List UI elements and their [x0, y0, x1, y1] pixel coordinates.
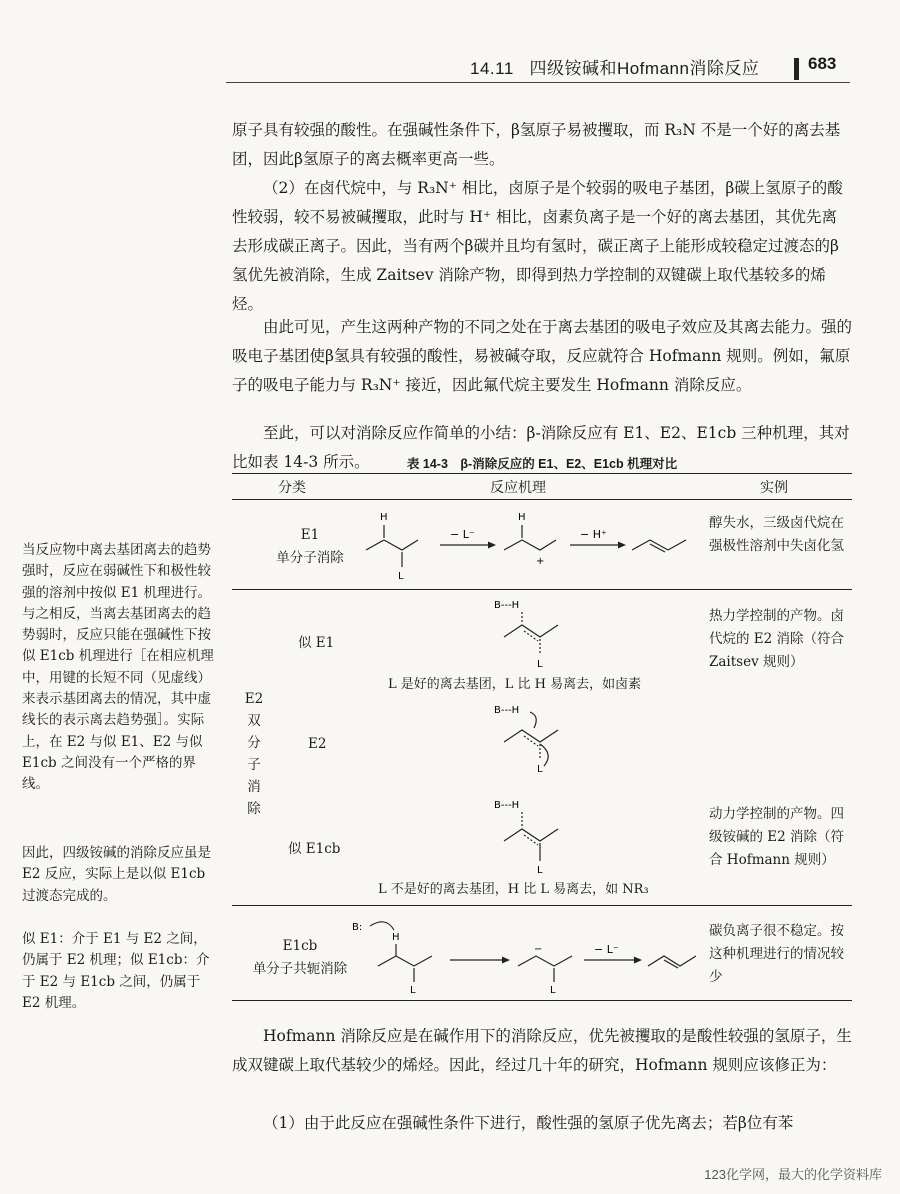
pseudo-e1-example: 热力学控制的产物。卤代烷的 E2 消除（符合 Zaitsev 规则） — [709, 608, 845, 670]
e1cb-l-atom: L — [410, 985, 416, 996]
e1cb-desc: 单分子共轭消除 — [252, 961, 348, 977]
e1cb-anion-l-atom: L — [550, 985, 556, 996]
running-header — [470, 54, 759, 79]
e1cb-arrow-2-head — [634, 957, 642, 964]
pseudo-e1cb-ts-structure — [504, 812, 558, 861]
e1-example: 醇失水，三级卤代烷在强极性溶剂中失卤化氢 — [709, 515, 844, 554]
pseudo-e1-ts-diagram — [480, 595, 600, 675]
e1cb-curved-arrow — [370, 922, 394, 930]
e1-carbocation-structure — [504, 525, 556, 550]
table-header-rule — [232, 499, 852, 500]
e1-h-atom: H — [380, 512, 388, 523]
e2-group-label: E2双分子消除 — [244, 691, 264, 817]
margin-note-2: 因此，四级铵碱的消除反应虽是 E2 反应，实际上是以似 E1cb 过渡态完成的。 — [22, 845, 211, 904]
paragraph-1: 原子具有较强的酸性。在强碱性条件下，β氢原子易被攫取，而 R₃N 不是一个好的离去基团，因此β氢原子的离去概率更高一些。 — [232, 121, 841, 168]
pseudo-e1-note: L 是好的离去基团，L 比 H 易离去，如卤素 — [388, 677, 642, 692]
e1-desc: 单分子消除 — [276, 550, 344, 566]
e1cb-name: E1cb — [282, 938, 318, 954]
e1cb-example: 碳负离子很不稳定。按这种机理进行的情况较少 — [709, 923, 844, 985]
e1cb-arrow-1-head — [502, 957, 510, 964]
margin-note-3: 似 E1：介于 E1 与 E2 之间，仍属于 E2 机理；似 E1cb：介于 E2 与 E1cb 之间，仍属于 E2 机理。 — [22, 931, 210, 1011]
table-caption: 表 14-3 β-消除反应的 E1、E2、E1cb 机理对比 — [406, 457, 678, 471]
section-title: 四级铵碱和Hofmann消除反应 — [529, 59, 760, 78]
e1cb-negative-charge: − — [534, 944, 543, 955]
e2-label: E2 — [308, 736, 327, 752]
e1-arrow-2-label: − H⁺ — [580, 528, 607, 541]
pseudo-e1-label: 似 E1 — [298, 635, 335, 651]
e1cb-base-label: B: — [352, 922, 363, 933]
e2-ts-diagram — [480, 700, 600, 780]
e1cb-alkene-product — [648, 956, 696, 968]
col-header-example: 实例 — [760, 480, 788, 496]
e1cb-arrow-2-label: − L⁻ — [594, 943, 619, 956]
pseudo-e1-ts-structure — [504, 612, 558, 655]
pseudo-e1cb-l-atom: L — [537, 865, 543, 876]
e1-arrow-1-head — [488, 542, 496, 549]
e1-substrate-structure — [366, 525, 418, 567]
e2-ts-structure — [504, 712, 558, 766]
margin-note-1: 当反应物中离去基团离去的趋势强时，反应在弱碱性下和极性较强的溶剂中按似 E1 机理进行。与之相反，当离去基团离去的趋势弱时，反应只能在强碱性下按似 E1cb 机理进行［在相应机理中，用键的长短不同（见虚线）来表示基团离去的情况，其中虚线长的表示离去趋势强］。实际上，在 E2 与似 E1、E2 与似 E1cb 之间没有一个严格的界线。 — [22, 542, 214, 793]
pseudo-e1cb-ts-diagram — [480, 795, 600, 880]
header-bar — [794, 58, 799, 80]
page-number: 683 — [808, 54, 837, 73]
e1-alkene-product — [632, 540, 686, 552]
paragraph-6: （1）由于此反应在强碱性条件下进行，酸性强的氢原子优先离去；若β位有苯 — [263, 1114, 794, 1132]
e1cb-substrate-structure — [378, 944, 432, 982]
e1-label — [270, 524, 350, 570]
col-header-category: 分类 — [278, 480, 306, 496]
paragraph-5: Hofmann 消除反应是在碱作用下的消除反应，优先被攫取的是酸性较强的氢原子，生成双键碳上取代基较少的烯烃。因此，经过几十年的研究，Hofmann 规则应该修正为： — [232, 1027, 852, 1074]
e1-mechanism-diagram — [360, 505, 700, 585]
section-number: 14.11 — [470, 59, 514, 78]
e1-name: E1 — [300, 527, 320, 543]
e1cb-h-atom: H — [392, 932, 400, 943]
e1cb-label — [240, 935, 360, 981]
footer-watermark: 123化学网，最大的化学资料库 — [704, 1167, 882, 1182]
paragraph-2: （2）在卤代烷中，与 R₃N⁺ 相比，卤原子是个较弱的吸电子基团，β碳上氢原子的酸性较弱，较不易被碱攫取，此时与 H⁺ 相比，卤素负离子是一个好的离去基团，其优先离去形成碳正离子。因此，当有两个β碳并且均有氢时，碳正离子上能形成较稳定过渡态的β氢优先被消除，生成 Zaitsev 消除产物，即得到热力学控制的双键碳上取代基较多的烯烃。 — [232, 179, 843, 313]
e1cb-carbanion-structure — [518, 956, 572, 982]
e1-cation-h-atom: H — [518, 512, 526, 523]
e1-l-atom: L — [398, 571, 404, 582]
pseudo-e1cb-bh-label: B---H — [494, 800, 520, 811]
e1-arrow-1-label: − L⁻ — [450, 528, 475, 541]
pseudo-e1cb-note: L 不是好的离去基团，H 比 L 易离去，如 NR₃ — [378, 882, 649, 897]
e1-positive-charge: + — [536, 556, 545, 567]
col-header-mechanism: 反应机理 — [490, 480, 546, 496]
pseudo-e1-bh-label: B---H — [494, 600, 520, 611]
pseudo-e1cb-example: 动力学控制的产物。四级铵碱的 E2 消除（符合 Hofmann 规则） — [709, 806, 845, 868]
e2-l-atom: L — [537, 764, 543, 775]
pseudo-e1-l-atom: L — [537, 659, 543, 670]
e2-curved-arrow-2 — [540, 744, 548, 766]
e1-arrow-2-head — [618, 542, 626, 549]
e2-curved-arrow-1 — [530, 712, 536, 728]
e1-row-rule — [232, 589, 852, 590]
e2-row-rule — [232, 905, 852, 906]
e1cb-mechanism-diagram — [352, 912, 702, 994]
header-rule — [226, 82, 850, 83]
paragraph-4: 至此，可以对消除反应作简单的小结：β-消除反应有 E1、E2、E1cb 三种机理，其对比如表 14-3 所示。 — [232, 424, 850, 471]
table-top-rule — [232, 473, 852, 474]
table-bottom-rule — [232, 1000, 852, 1001]
e2-bh-label: B---H — [494, 705, 520, 716]
paragraph-3: 由此可见，产生这两种产物的不同之处在于离去基团的吸电子效应及其离去能力。强的吸电子基团使β氢具有较强的酸性，易被碱夺取，反应就符合 Hofmann 规则。例如，氟原子的吸电子能力与 R₃N⁺ 接近，因此氟代烷主要发生 Hofmann 消除反应。 — [232, 318, 853, 394]
pseudo-e1cb-label: 似 E1cb — [288, 841, 341, 857]
